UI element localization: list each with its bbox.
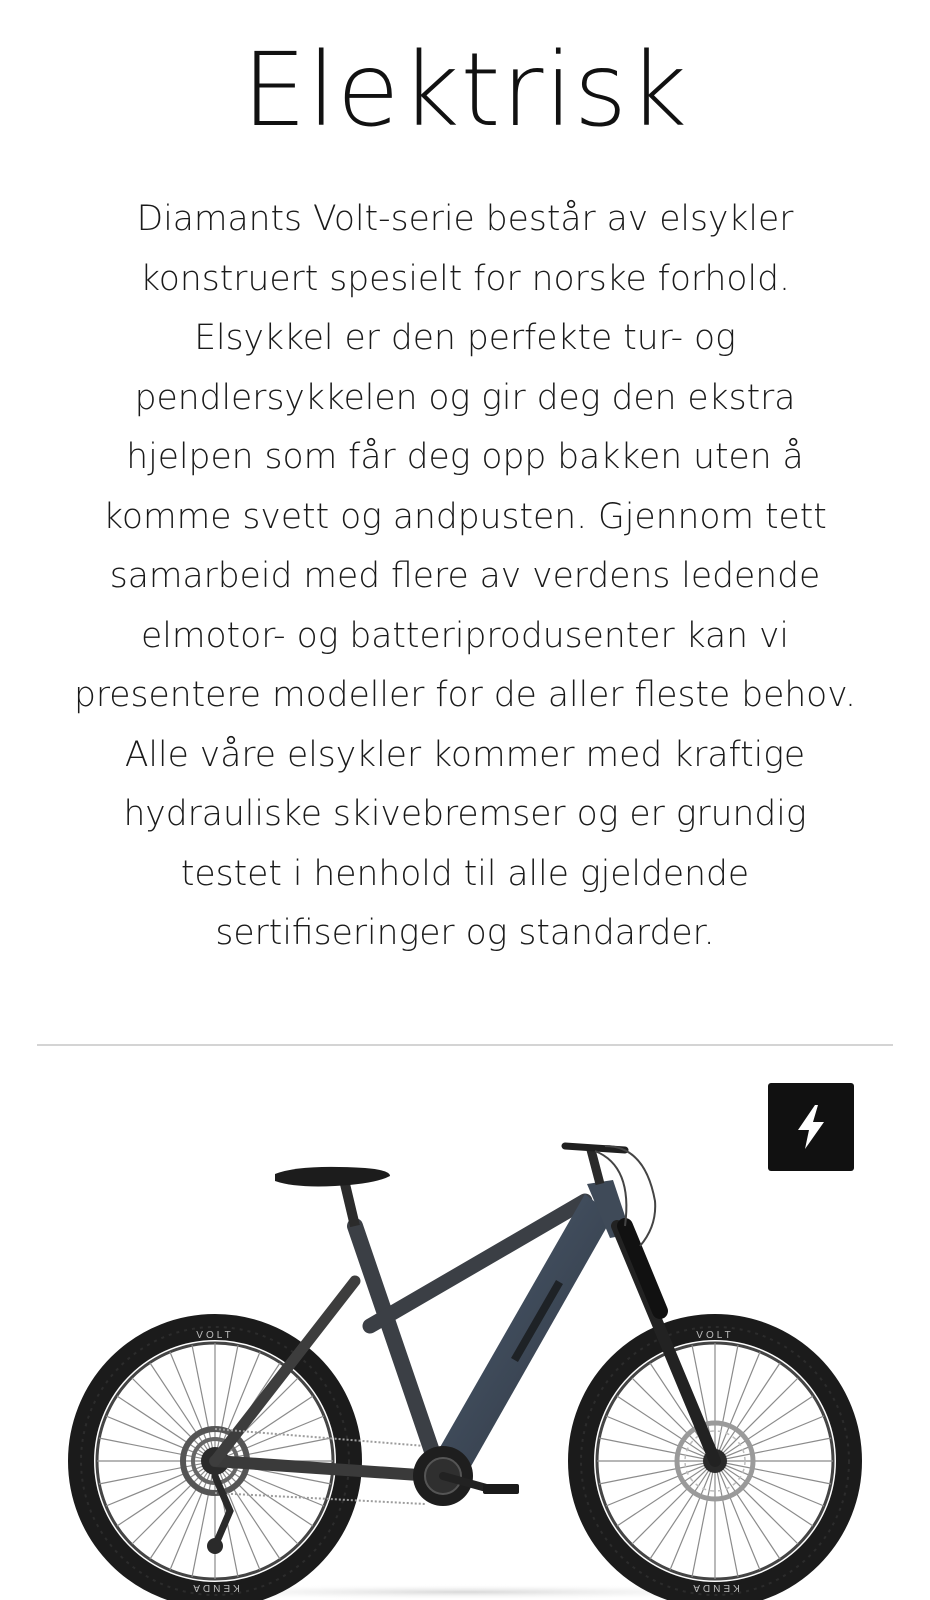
- intro-text: [30, 190, 900, 964]
- intro-line: hjelpen som får deg opp bakken uten å: [126, 437, 804, 477]
- saddle: [275, 1167, 390, 1226]
- intro-line: elmotor- og batteriprodusenter kan vi: [141, 615, 789, 656]
- intro-line: Diamants Volt-serie består av elsykler: [136, 199, 794, 239]
- intro-line: komme svett og andpusten. Gjennom tett: [103, 496, 827, 537]
- tire-label-top-front: VOLT: [696, 1330, 734, 1341]
- intro-line: Elsykkel er den perfekte tur- og: [194, 318, 736, 358]
- tire-label-top: VOLT: [196, 1330, 234, 1341]
- intro-line: samarbeid med flere av verdens ledende: [109, 556, 821, 596]
- intro-line: pendlersykkelen og gir deg den ekstra: [134, 377, 796, 418]
- tire-label-bottom-front: KENDA: [690, 1582, 740, 1593]
- intro-line: sertifiseringer og standarder.: [215, 913, 715, 953]
- product-card[interactable]: [37, 1046, 893, 1600]
- intro-line: presentere modeller for de aller fleste behov.: [73, 675, 856, 715]
- bike-image[interactable]: [65, 1106, 865, 1600]
- intro-line: Alle våre elsykler kommer med kraftige: [124, 734, 806, 775]
- intro-line: testet i henhold til alle gjeldende: [180, 853, 750, 894]
- tire-label-bottom: KENDA: [190, 1582, 240, 1593]
- intro-line: konstruert spesielt for norske forhold.: [140, 258, 790, 299]
- intro-line: hydrauliske skivebremser og er grundig: [123, 794, 807, 834]
- page-title: Elektrisk: [241, 31, 689, 150]
